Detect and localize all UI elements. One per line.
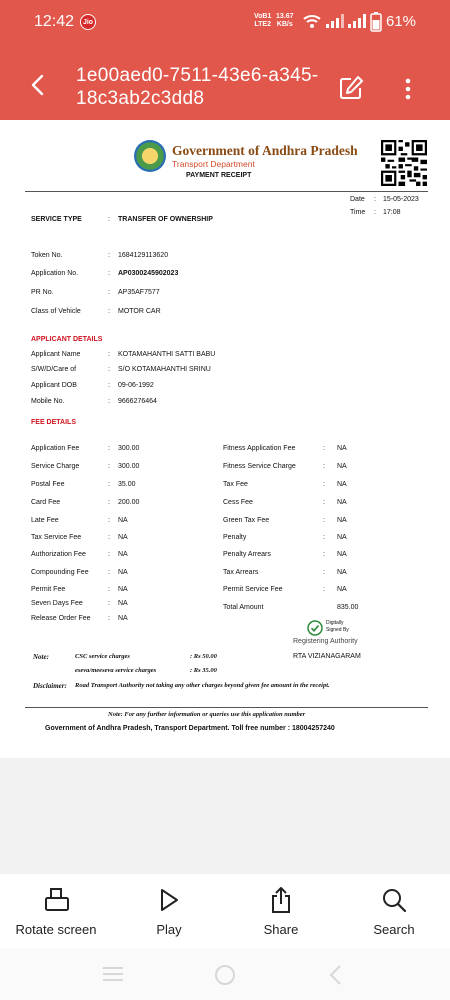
- colon: :: [108, 445, 110, 452]
- fee-label: Penalty Arrears: [223, 551, 271, 558]
- total-amount-value: 835.00: [337, 604, 359, 611]
- fee-label: Fitness Service Charge: [223, 463, 296, 470]
- colon: :: [108, 615, 110, 622]
- info-label: Class of Vehicle: [31, 308, 81, 315]
- fee-value: NA: [118, 551, 128, 558]
- colon: :: [108, 270, 110, 277]
- colon: :: [323, 586, 325, 593]
- note-line: CSC service charges: [75, 653, 130, 660]
- fee-value: NA: [337, 586, 347, 593]
- colon: :: [108, 463, 110, 470]
- disclaimer-text: Road Transport Authority not taking any other charges beyond given fee amount in the receipt.: [75, 682, 330, 689]
- applicant-label: S/W/D/Care of: [31, 366, 77, 373]
- play-button[interactable]: [119, 886, 219, 937]
- fee-label: Fitness Application Fee: [223, 445, 296, 452]
- fee-label: Postal Fee: [31, 481, 65, 488]
- fee-label: Permit Service Fee: [223, 586, 283, 593]
- footer-note: Note: For any further information or queries use this application number: [108, 711, 306, 718]
- colon: :: [108, 600, 110, 607]
- rta-name: RTA VIZIANAGARAM: [293, 653, 361, 660]
- applicant-value: 9666276464: [118, 398, 157, 405]
- org-name: Government of Andhra Pradesh: [172, 143, 358, 158]
- share-label: Share: [263, 922, 299, 937]
- fee-label: Tax Arrears: [223, 569, 259, 576]
- fee-label: Permit Fee: [31, 586, 66, 593]
- edit-icon[interactable]: [338, 75, 364, 101]
- fee-value: NA: [118, 615, 128, 622]
- fee-value: NA: [337, 481, 347, 488]
- fee-value: 200.00: [118, 499, 140, 506]
- status-time: 12:42: [34, 13, 75, 30]
- system-nav-bar: [0, 948, 450, 1000]
- fee-value: NA: [118, 600, 128, 607]
- status-bar: [0, 0, 450, 44]
- info-label: Application No.: [31, 270, 79, 277]
- fee-value: NA: [337, 445, 347, 452]
- application-number: AP0300245902023: [118, 270, 179, 277]
- colon: :: [108, 398, 110, 405]
- fee-value: 300.00: [118, 463, 140, 470]
- network-indicator: VoB1 LTE2: [254, 13, 272, 28]
- applicant-details-heading: APPLICANT DETAILS: [31, 336, 103, 343]
- fee-label: Application Fee: [31, 445, 80, 452]
- colon: :: [323, 534, 325, 541]
- footer-line: Government of Andhra Pradesh, Transport Department. Toll free number : 18004257240: [45, 725, 335, 732]
- note-line-value: : Rs 35.00: [190, 667, 217, 674]
- signed-text: Signed By: [326, 627, 349, 633]
- colon: :: [374, 196, 376, 203]
- colon: :: [108, 216, 110, 223]
- rotate-screen-button[interactable]: [6, 886, 106, 937]
- play-label: Play: [156, 922, 182, 937]
- fee-label: Seven Days Fee: [31, 600, 83, 607]
- bottom-toolbar: [0, 874, 450, 948]
- fee-label: Release Order Fee: [31, 615, 91, 622]
- fee-label: Penalty: [223, 534, 247, 541]
- search-label: Search: [373, 922, 415, 937]
- date-value: 15-05-2023: [383, 196, 419, 203]
- search-button[interactable]: [344, 886, 444, 937]
- applicant-label: Mobile No.: [31, 398, 65, 405]
- colon: :: [108, 351, 110, 358]
- token-number: 1684129113620: [118, 252, 169, 259]
- fee-label: Authorization Fee: [31, 551, 86, 558]
- colon: :: [108, 499, 110, 506]
- applicant-label: Applicant DOB: [31, 382, 77, 389]
- network-speed: 13.67 KB/s: [276, 13, 294, 28]
- colon: :: [374, 209, 376, 216]
- pr-number: AP35AF7577: [118, 289, 160, 296]
- vehicle-class: MOTOR CAR: [118, 308, 161, 315]
- date-label: Date: [350, 196, 365, 203]
- fee-label: Tax Service Fee: [31, 534, 82, 541]
- battery-percent: 61%: [386, 13, 417, 30]
- rotate-screen-label: Rotate screen: [15, 922, 97, 937]
- note-line-value: : Rs 50.00: [190, 653, 217, 660]
- fee-value: NA: [337, 569, 347, 576]
- colon: :: [108, 517, 110, 524]
- app-bar: [0, 44, 450, 120]
- signal-icon: [326, 14, 344, 28]
- colon: :: [108, 551, 110, 558]
- fee-value: NA: [337, 463, 347, 470]
- fee-value: NA: [337, 499, 347, 506]
- info-label: Token No.: [31, 252, 63, 259]
- fee-label: Tax Fee: [223, 481, 248, 488]
- fee-details-heading: FEE DETAILS: [31, 419, 76, 426]
- fee-value: NA: [337, 551, 347, 558]
- service-type-value: TRANSFER OF OWNERSHIP: [118, 216, 213, 223]
- digitally-signed-check-icon: [307, 620, 323, 636]
- wifi-icon: [303, 13, 321, 29]
- colon: :: [108, 586, 110, 593]
- search-icon: [380, 886, 408, 914]
- fee-label: Compounding Fee: [31, 569, 89, 576]
- fee-value: 35.00: [118, 481, 136, 488]
- applicant-value: KOTAMAHANTHI SATTI BABU: [118, 351, 216, 358]
- signed-text: Digitally: [326, 620, 344, 626]
- jio-icon: Jio: [80, 14, 96, 30]
- battery-icon: [370, 12, 382, 32]
- applicant-value: S/O KOTAMAHANTHI SRINU: [118, 366, 211, 373]
- receipt-document: [0, 120, 450, 758]
- fee-label: Cess Fee: [223, 499, 253, 506]
- header-divider: [25, 191, 428, 192]
- note-line: eseva/meeseva service charges: [75, 667, 157, 674]
- colon: :: [323, 499, 325, 506]
- colon: :: [108, 382, 110, 389]
- colon: :: [323, 551, 325, 558]
- fee-label: Green Tax Fee: [223, 517, 270, 524]
- info-label: PR No.: [31, 289, 54, 296]
- fee-value: NA: [118, 517, 128, 524]
- recents-icon[interactable]: [102, 966, 124, 982]
- fee-value: 300.00: [118, 445, 140, 452]
- applicant-value: 09-06-1992: [118, 382, 154, 389]
- fee-label: Service Charge: [31, 463, 80, 470]
- fee-value: NA: [118, 534, 128, 541]
- fee-value: NA: [337, 517, 347, 524]
- document-title: 1e00aed0-7511-43e6-a345-18c3ab2c3dd8: [76, 65, 319, 109]
- colon: :: [323, 463, 325, 470]
- fee-value: NA: [118, 586, 128, 593]
- colon: :: [108, 366, 110, 373]
- more-options-icon[interactable]: [405, 78, 411, 100]
- rotate-screen-icon: [42, 886, 70, 914]
- colon: :: [323, 445, 325, 452]
- colon: :: [108, 252, 110, 259]
- time-value: 17:08: [383, 209, 401, 216]
- time-label: Time: [350, 209, 366, 216]
- colon: :: [323, 517, 325, 524]
- registering-authority: Registering Authority: [293, 638, 358, 645]
- colon: :: [108, 569, 110, 576]
- signal-icon: [348, 14, 366, 28]
- applicant-label: Applicant Name: [31, 351, 81, 358]
- dept-name: Transport Department: [172, 159, 255, 169]
- disclaimer-label: Disclaimer:: [33, 682, 67, 690]
- colon: :: [108, 308, 110, 315]
- viewer-background: [0, 758, 450, 874]
- fee-label: Card Fee: [31, 499, 61, 506]
- home-icon[interactable]: [214, 964, 236, 986]
- fee-value: NA: [118, 569, 128, 576]
- colon: :: [108, 481, 110, 488]
- colon: :: [108, 534, 110, 541]
- colon: :: [323, 481, 325, 488]
- share-icon: [267, 886, 295, 914]
- receipt-title: PAYMENT RECEIPT: [186, 172, 252, 179]
- footer-divider: [25, 707, 428, 708]
- note-label: Note:: [33, 653, 49, 661]
- colon: :: [323, 569, 325, 576]
- qr-code: [381, 140, 427, 186]
- back-arrow-icon[interactable]: [30, 74, 44, 96]
- back-icon[interactable]: [328, 964, 342, 986]
- fee-label: Late Fee: [31, 517, 59, 524]
- total-amount-label: Total Amount: [223, 604, 264, 611]
- play-icon: [155, 886, 183, 914]
- ap-emblem-logo: [134, 140, 166, 172]
- service-type-label: SERVICE TYPE: [31, 216, 82, 223]
- colon: :: [108, 289, 110, 296]
- share-button[interactable]: [231, 886, 331, 937]
- fee-value: NA: [337, 534, 347, 541]
